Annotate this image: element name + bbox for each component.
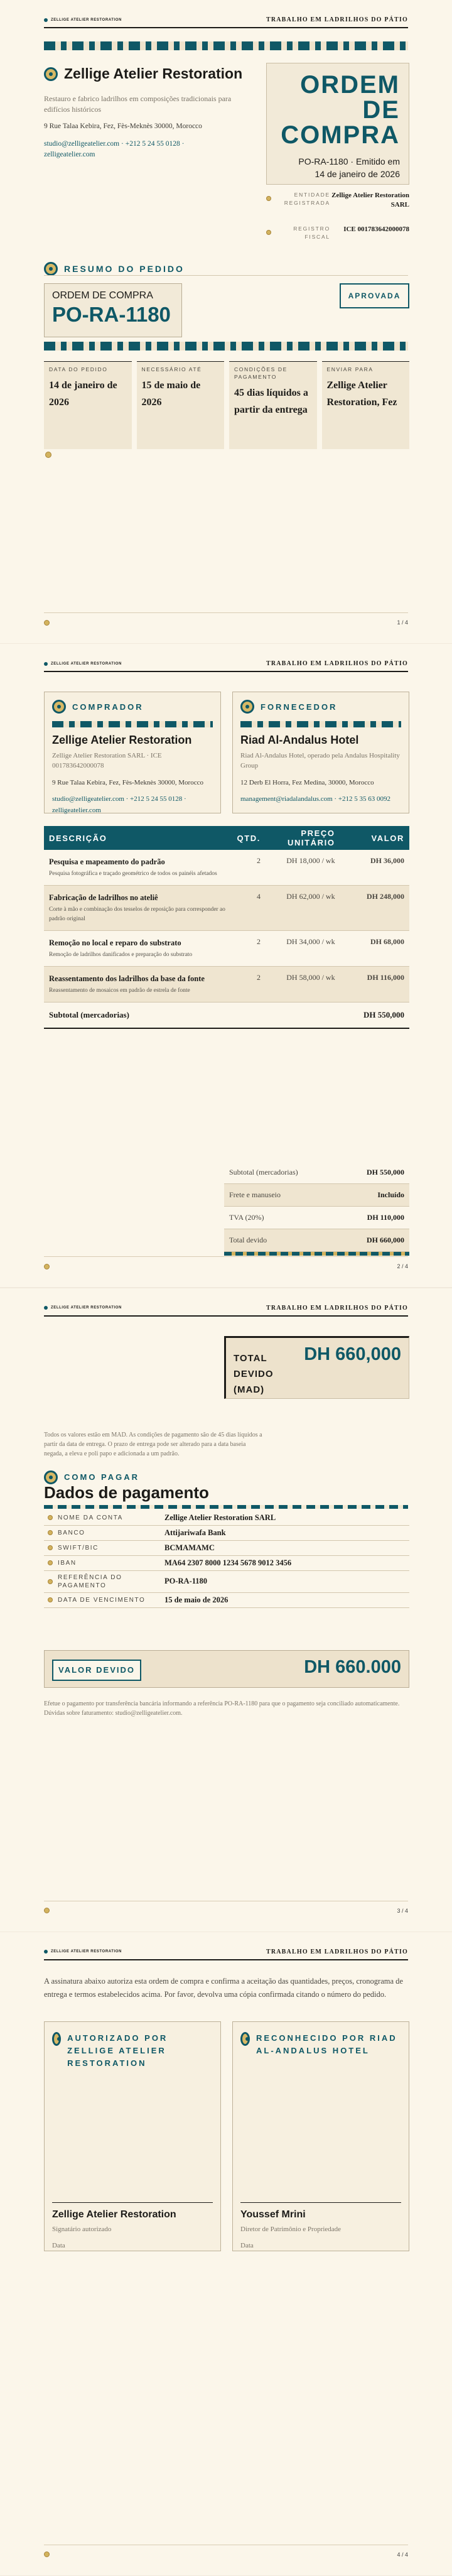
fact-value: 15 de maio de 2026 <box>141 380 201 408</box>
fact-order-date <box>44 361 132 449</box>
running-footer <box>44 2545 408 2558</box>
buyer-card <box>44 692 221 813</box>
items-table <box>44 826 409 1029</box>
item-title: Remoção no local e reparo do substrato <box>49 938 181 948</box>
running-header <box>44 16 408 28</box>
gold-dot-icon <box>48 1597 53 1602</box>
fact-label: DATA DO PEDIDO <box>49 366 108 372</box>
signer-name: Youssef Mrini <box>240 2209 306 2220</box>
seller-email[interactable]: studio@zelligeatelier.com <box>44 140 120 148</box>
medallion-icon <box>52 2032 61 2046</box>
gold-dot-icon <box>45 452 51 458</box>
payment-value: 15 de maio de 2026 <box>164 1595 229 1604</box>
signature-line[interactable] <box>52 2202 213 2203</box>
item-qty: 4 <box>232 886 266 931</box>
item-title: Pesquisa e mapeamento do padrão <box>49 857 165 867</box>
amount-due-value: DH 660.000 <box>304 1656 401 1677</box>
amount-due-box <box>44 1650 409 1688</box>
subtotal-row <box>44 1003 409 1029</box>
header-brand <box>44 1950 122 1954</box>
running-header <box>44 660 408 672</box>
signature-card-seller <box>44 2021 221 2251</box>
summary-heading <box>44 262 185 276</box>
buyer-label: COMPRADOR <box>72 702 144 712</box>
totals-label: Total devido <box>229 1236 267 1245</box>
total-due-label: TOTAL DEVIDO (MAD) <box>234 1352 274 1395</box>
signer-role: Diretor de Patrimônio e Propriedade <box>240 2225 342 2233</box>
page-1 <box>0 0 452 643</box>
gold-dot-icon <box>266 196 271 201</box>
header-brand <box>44 18 122 22</box>
item-sub: Pesquisa fotográfica e traçado geométrico de todos os painéis afetados <box>49 871 217 878</box>
page-4 <box>0 1932 452 2575</box>
totals-value: DH 550,000 <box>367 1168 404 1177</box>
brand-dot-icon <box>44 1306 48 1310</box>
fact-label: ENVIAR PARA <box>326 366 374 372</box>
payment-value: Zellige Atelier Restoration SARL <box>164 1513 276 1522</box>
order-title-line3: COMPRA <box>281 121 400 149</box>
item-qty: 2 <box>232 931 266 967</box>
item-title: Fabricação de ladrilhos no ateliê <box>49 893 158 903</box>
col-header-qty: QTD. <box>232 826 266 850</box>
total-due-card <box>224 1336 409 1399</box>
payment-title: Dados de pagamento <box>44 1482 209 1502</box>
item-total: DH 68,000 <box>340 931 409 967</box>
running-footer <box>44 1256 408 1269</box>
seller-description: Restauro e fabrico ladrilhos em composições tradicionais para edifícios históricos <box>44 94 232 114</box>
po-number: PO-RA-1180 <box>52 303 171 326</box>
seller-address: 9 Rue Talaa Kebira, Fez, Fès-Meknès 30000, Morocco <box>44 122 202 130</box>
signature-date: Data <box>52 2241 65 2249</box>
medallion-icon <box>44 262 58 276</box>
totals-block <box>224 1161 409 1256</box>
item-total: DH 36,000 <box>340 850 409 886</box>
payment-value: BCMAMAMC <box>164 1543 215 1552</box>
fact-value: 45 dias líquidos a partir da entrega <box>234 388 308 415</box>
table-row <box>44 850 409 886</box>
header-title: TRABALHO EM LADRILHOS DO PÁTIO <box>266 16 408 23</box>
tax-row <box>266 225 409 241</box>
totals-value: DH 110,000 <box>367 1213 404 1222</box>
running-footer <box>44 1901 408 1914</box>
tile-strip <box>224 1252 409 1256</box>
payment-row <box>44 1571 409 1593</box>
medallion-icon <box>240 700 254 714</box>
gold-dot-icon <box>44 620 50 626</box>
fact-label: NECESSÁRIO ATÉ <box>141 366 202 372</box>
payment-label: REFERÊNCIA DO PAGAMENTO <box>58 1573 122 1589</box>
item-sub: Remoção de ladrilhos danificados e preparação do substrato <box>49 952 193 959</box>
order-card <box>266 63 409 185</box>
order-number-issued: PO-RA-1180 · Emitido em <box>298 156 400 166</box>
header-brand-text: ZELLIGE ATELIER RESTORATION <box>51 1306 122 1310</box>
medallion-icon <box>44 67 58 81</box>
totals-value: DH 660,000 <box>367 1236 404 1245</box>
payment-row <box>44 1541 409 1556</box>
header-brand <box>44 1306 122 1310</box>
seller-phone: +212 5 24 55 0128 <box>125 140 180 148</box>
fact-label: CONDIÇÕES DE PAGAMENTO <box>234 366 288 380</box>
subtotal-value: DH 550,000 <box>340 1003 409 1029</box>
table-header-row <box>44 826 409 850</box>
seller-website[interactable]: zelligeatelier.com <box>44 151 95 158</box>
totals-label: Frete e manuseio <box>229 1190 281 1200</box>
supplier-card <box>232 692 409 813</box>
item-total: DH 116,000 <box>340 967 409 1003</box>
running-header <box>44 1305 408 1317</box>
col-header-description: DESCRIÇÃO <box>44 826 232 850</box>
running-header <box>44 1948 408 1960</box>
supplier-address: 12 Derb El Horra, Fez Medina, 30000, Morocco <box>240 779 374 787</box>
status-badge[interactable]: APROVADA <box>340 283 409 308</box>
totals-row <box>224 1184 409 1207</box>
due-note: Todos os valores estão em MAD. As condições de pagamento são de 45 dias líquidos a partir da data de entrega. O prazo de entrega pode ser alterado para a data baseia negada, a eleva e poli papo e adicionada a um padrão. <box>44 1431 262 1457</box>
payment-row <box>44 1526 409 1541</box>
entity-row <box>266 191 409 210</box>
payment-value: PO-RA-1180 <box>164 1577 208 1586</box>
gold-dot-icon <box>48 1560 53 1565</box>
item-unit: DH 62,000 / wk <box>266 886 340 931</box>
supplier-contact[interactable]: management@riadalandalus.com · +212 5 35 63 0092 <box>240 795 391 803</box>
running-footer <box>44 612 408 626</box>
header-title: TRABALHO EM LADRILHOS DO PÁTIO <box>266 660 408 668</box>
table-row <box>44 931 409 967</box>
payment-note: Efetue o pagamento por transferência bancária informando a referência PO-RA-1180 para que o pagamento seja conciliado automaticamente. Dúvidas sobre faturamento: studio@zelligeatelier.com. <box>44 1700 400 1717</box>
signature-line[interactable] <box>240 2202 401 2203</box>
payment-label: IBAN <box>58 1559 77 1567</box>
supplier-label: FORNECEDOR <box>261 702 338 712</box>
header-title: TRABALHO EM LADRILHOS DO PÁTIO <box>266 1948 408 1955</box>
header-brand-text: ZELLIGE ATELIER RESTORATION <box>51 18 122 22</box>
item-sub: Reassentamento de mosaicos em padrão de estrela de fonte <box>49 987 190 994</box>
item-title: Reassentamento dos ladrilhos da base da fonte <box>49 974 205 984</box>
signature-date: Data <box>240 2241 254 2249</box>
payment-row <box>44 1511 409 1526</box>
payment-value: Attijariwafa Bank <box>164 1528 226 1537</box>
amount-due-badge[interactable]: VALOR DEVIDO <box>52 1660 141 1681</box>
tile-strip <box>44 342 408 351</box>
totals-label: TVA (20%) <box>229 1213 264 1222</box>
po-box <box>44 283 182 337</box>
tax-label: REGISTRO FISCAL <box>293 226 330 240</box>
buyer-contact[interactable]: studio@zelligeatelier.com · +212 5 24 55 0128 · zelligeatelier.com <box>52 795 186 815</box>
brand-dot-icon <box>44 18 48 22</box>
brand-dot-icon <box>44 1950 48 1954</box>
fact-needed-by <box>137 361 225 449</box>
page-number: 3 / 4 <box>397 1907 408 1914</box>
page-number: 2 / 4 <box>397 1263 408 1270</box>
payment-label: SWIFT/BIC <box>58 1544 99 1552</box>
gold-dot-icon <box>48 1579 53 1584</box>
entity-value: Zellige Atelier Restoration SARL <box>331 192 409 209</box>
supplier-sub: Riad Al-Andalus Hotel, operado pela Andalus Hospitality Group <box>240 752 400 770</box>
col-header-unit-price: PREÇO UNITÁRIO <box>266 826 340 850</box>
brand-dot-icon <box>44 662 48 666</box>
seller-contact: studio@zelligeatelier.com · +212 5 24 55 0128 · zelligeatelier.com <box>44 140 185 158</box>
tile-strip <box>44 1505 408 1509</box>
signer-role: Signatário autorizado <box>52 2225 112 2233</box>
totals-row-grand <box>224 1229 409 1252</box>
item-unit: DH 18,000 / wk <box>266 850 340 886</box>
item-qty: 2 <box>232 967 266 1003</box>
table-row <box>44 967 409 1003</box>
page-number: 4 / 4 <box>397 2551 408 2558</box>
seller-name: Zellige Atelier Restoration <box>64 65 243 82</box>
header-brand <box>44 662 122 666</box>
how-to-pay-heading <box>44 1470 139 1484</box>
fact-value: 14 de janeiro de 2026 <box>49 380 117 408</box>
po-label: ORDEM DE COMPRA <box>52 290 153 301</box>
col-header-total: VALOR <box>340 826 409 850</box>
buyer-name: Zellige Atelier Restoration <box>52 734 192 747</box>
page-2 <box>0 644 452 1287</box>
summary-label: RESUMO DO PEDIDO <box>64 264 185 274</box>
table-row <box>44 886 409 931</box>
payment-label: DATA DE VENCIMENTO <box>58 1596 146 1604</box>
header-title: TRABALHO EM LADRILHOS DO PÁTIO <box>266 1304 408 1312</box>
item-unit: DH 34,000 / wk <box>266 931 340 967</box>
page-3 <box>0 1288 452 1932</box>
totals-row <box>224 1207 409 1229</box>
item-total: DH 248,000 <box>340 886 409 931</box>
subtotal-label: Subtotal (mercadorias) <box>44 1003 340 1029</box>
buyer-address: 9 Rue Talaa Kebira, Fez, Fès-Meknès 30000, Morocco <box>52 779 203 787</box>
tile-strip <box>240 721 401 727</box>
item-unit: DH 58,000 / wk <box>266 967 340 1003</box>
signature-label: RECONHECIDO POR RIAD AL-ANDALUS HOTEL <box>256 2033 397 2055</box>
fact-value: Zellige Atelier Restoration, Fez <box>326 380 397 408</box>
signature-card-buyer <box>232 2021 409 2251</box>
facts-row <box>44 361 409 449</box>
gold-dot-icon <box>44 1908 50 1913</box>
gold-dot-icon <box>48 1545 53 1550</box>
totals-row <box>224 1161 409 1184</box>
gold-dot-icon <box>266 230 271 235</box>
medallion-icon <box>44 1470 58 1484</box>
gold-dot-icon <box>48 1515 53 1520</box>
totals-value: Incluído <box>377 1190 404 1200</box>
payment-details <box>44 1511 409 1608</box>
order-title-line1: ORDEM <box>300 71 400 99</box>
signature-label: AUTORIZADO POR ZELLIGE ATELIER RESTORATION <box>67 2033 168 2068</box>
seller-block <box>44 65 251 160</box>
gold-dot-icon <box>44 1264 50 1269</box>
tile-strip <box>44 41 408 50</box>
total-due-value: DH 660,000 <box>304 1344 401 1364</box>
gold-dot-icon <box>44 2552 50 2557</box>
fact-payment-terms <box>229 361 317 449</box>
medallion-icon <box>52 700 66 714</box>
tax-value: ICE 001783642000078 <box>343 226 409 233</box>
fact-ship-to <box>322 361 410 449</box>
header-brand-text: ZELLIGE ATELIER RESTORATION <box>51 661 122 666</box>
supplier-name: Riad Al-Andalus Hotel <box>240 734 359 747</box>
totals-label: Subtotal (mercadorias) <box>229 1168 298 1177</box>
header-brand-text: ZELLIGE ATELIER RESTORATION <box>51 1950 122 1954</box>
payment-label: NOME DA CONTA <box>58 1514 123 1521</box>
item-sub: Corte à mão e combinação dos tesselos de reposição para corresponder ao padrão original <box>49 906 225 923</box>
page-number: 1 / 4 <box>397 619 408 626</box>
payment-label: BANCO <box>58 1529 85 1536</box>
payment-row <box>44 1556 409 1571</box>
acceptance-text: A assinatura abaixo autoriza esta ordem de compra e confirma a aceitação das quantidades, preços, cronograma de entrega e termos estabelecidos acima. Por favor, devolva uma cópia confirmada citando o número do pedido. <box>44 1976 403 1999</box>
payment-row <box>44 1593 409 1608</box>
signer-name: Zellige Atelier Restoration <box>52 2209 176 2220</box>
order-title-line2: DE <box>362 96 400 124</box>
item-qty: 2 <box>232 850 266 886</box>
payment-value: MA64 2307 8000 1234 5678 9012 3456 <box>164 1558 292 1567</box>
order-date: 14 de janeiro de 2026 <box>315 169 400 179</box>
entity-label: ENTIDADE REGISTRADA <box>284 192 330 206</box>
tile-strip <box>52 721 213 727</box>
gold-dot-icon <box>48 1530 53 1535</box>
buyer-sub: Zellige Atelier Restoration SARL · ICE 001783642000078 <box>52 752 162 770</box>
how-to-pay-label: COMO PAGAR <box>64 1472 140 1482</box>
medallion-icon <box>240 2032 250 2046</box>
